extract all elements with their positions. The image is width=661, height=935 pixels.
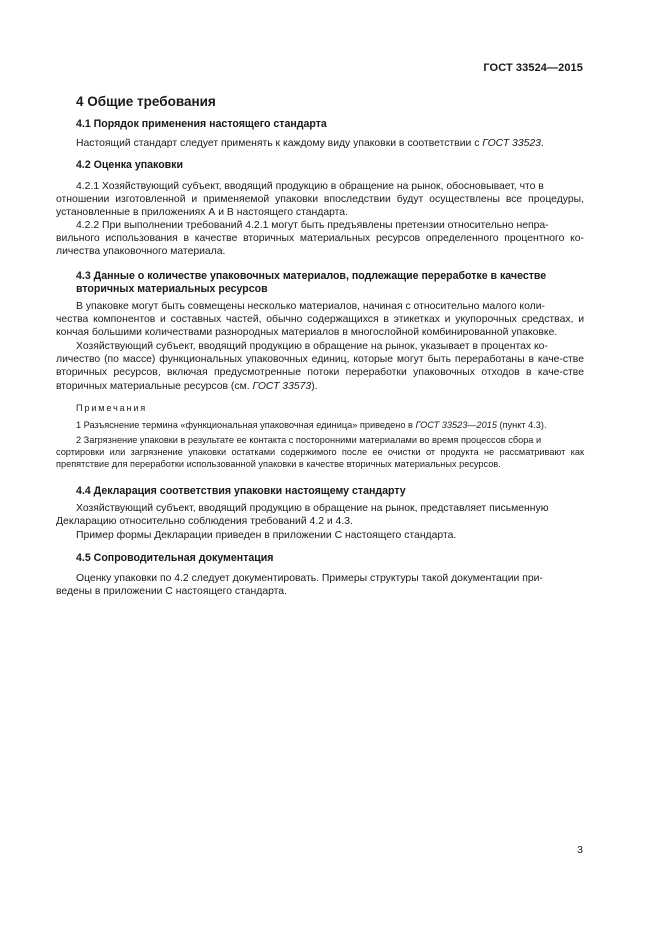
paragraph-4-2-1: 4.2.1 Хозяйствующий субъект, вводящий продукцию в обращение на рынок, обосновывает, что в отношении изготовленной и применяемой упаковки впоследствии будут осуществлены все процедуры, установленные в приложениях А и В настоящего стандарта. [56,181,584,219]
section-title: 4 Общие требования [76,94,216,109]
gost-reference: ГОСТ 33523 [482,138,541,149]
gost-reference: ГОСТ 33573 [252,380,312,392]
page-number: 3 [577,844,583,856]
notes-label: Примечания [76,403,148,413]
note-2: 2 Загрязнение упаковки в результате ее контакта с посторонними материалами во время процессов сбора и сортировки или загрязнение упаковки остатками содержимого после ее очистки от продукта не рассматривают как препятствие для переработки использованной упаковки в качестве вторичных материальных ресурсов. [56,435,584,470]
subsection-4-3-title: 4.3 Данные о количестве упаковочных материалов, подлежащие переработке в качестве вторичных материальных ресурсов [76,270,547,295]
paragraph-4-3-1: В упаковке могут быть совмещены несколько материалов, начиная с относительно малого коли- чества компонентов и составных частей, обычно содержащихся в этикетках и укупорочных средствах, и кончая большими количествами разнородных материалов в многослойной комбинированной упаковке. [56,301,584,339]
paragraph-4-4-1: Хозяйствующий субъект, вводящий продукцию в обращение на рынок, представляет письменную Декларацию относительно соблюдения требований 4.2 и 4.3. [56,503,549,528]
note-1: 1 Разъяснение термина «функциональная упаковочная единица» приведено в ГОСТ 33523—2015 (пункт 4.3). [76,420,547,430]
paragraph-4-5-1: Оценку упаковки по 4.2 следует документировать. Примеры структуры такой документации при- ведены в приложении С настоящего стандарта. [56,573,543,598]
subsection-4-1-title: 4.1 Порядок применения настоящего стандарта [76,118,327,130]
document-code: ГОСТ 33524—2015 [483,62,583,74]
paragraph-4-4-2: Пример формы Декларации приведен в приложении С настоящего стандарта. [76,530,457,541]
subsection-4-2-title: 4.2 Оценка упаковки [76,159,183,171]
paragraph-4-2-2: 4.2.2 При выполнении требований 4.2.1 могут быть предъявлены претензии относительно непра- вильного использования в качестве вторичных материальных ресурсов определенного процентного ко-личества упаковочного материала. [56,220,584,258]
subsection-4-1-text: Настоящий стандарт следует применять к каждому виду упаковки в соответствии с ГОСТ 33523. [76,138,544,149]
subsection-4-5-title: 4.5 Сопроводительная документация [76,552,274,564]
gost-reference: ГОСТ 33523—2015 [415,420,497,430]
subsection-4-4-title: 4.4 Декларация соответствия упаковки настоящему стандарту [76,485,406,497]
paragraph-4-3-2: Хозяйствующий субъект, вводящий продукцию в обращение на рынок, указывает в процентах ко- личество (по массе) функциональных упаковочных единиц, которые могут быть переработаны в каче-стве вторичных ресурсов, включая предусмотренные потоки переработки упаковочных отходов в каче-стве вторичных материальные ресурсов (см. ГОСТ 33573). [56,341,584,392]
